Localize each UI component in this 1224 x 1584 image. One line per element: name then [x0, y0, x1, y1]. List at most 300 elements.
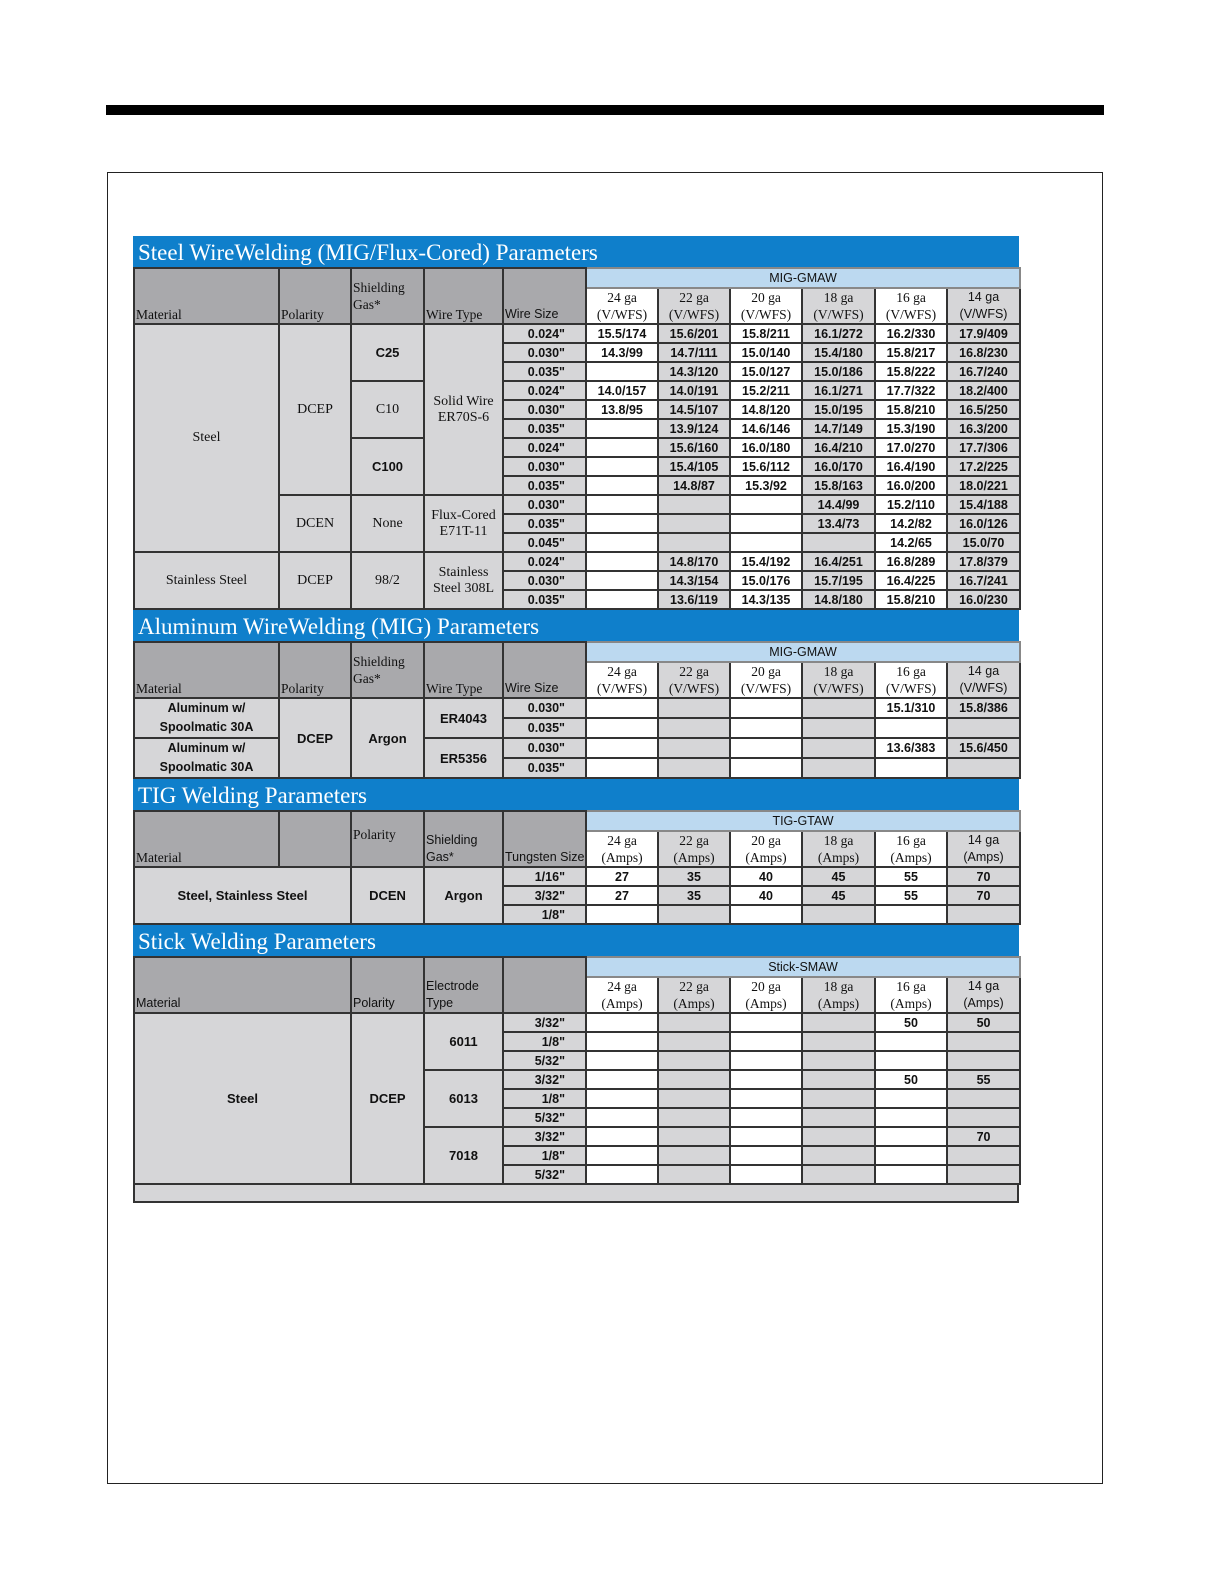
value-cell — [730, 698, 802, 718]
size-cell: 3/32" — [503, 886, 586, 905]
gauge-unit: (V/WFS) — [740, 307, 792, 322]
value-cell: 16.8/230 — [947, 343, 1020, 362]
size-cell: 3/32" — [503, 1013, 586, 1032]
gauge-header-18ga — [802, 831, 875, 867]
size-cell: 1/8" — [503, 1032, 586, 1051]
value-cell: 14.3/99 — [586, 343, 658, 362]
value-cell — [730, 1013, 802, 1032]
value-cell: 15.0/70 — [947, 533, 1020, 552]
value-cell: 15.7/195 — [802, 571, 875, 590]
value-cell: 17.7/322 — [875, 381, 947, 400]
value-cell — [586, 1146, 658, 1165]
value-cell: 16.8/289 — [875, 552, 947, 571]
gauge-label: 14 ga — [967, 664, 1000, 678]
value-cell: 16.1/271 — [802, 381, 875, 400]
gauge-unit: (V/WFS) — [813, 307, 864, 322]
size-cell: 0.024" — [503, 552, 586, 571]
value-cell: 70 — [947, 1127, 1020, 1146]
value-cell — [658, 1127, 730, 1146]
value-cell: 16.7/241 — [947, 571, 1020, 590]
value-cell: 14.2/65 — [875, 533, 947, 552]
value-cell — [658, 758, 730, 778]
value-cell: 17.9/409 — [947, 324, 1020, 343]
group-cell-gas-982: 98/2 — [351, 552, 424, 609]
gauge-label: 22 ga — [679, 979, 709, 994]
group-cell-material: Steel — [134, 1013, 351, 1184]
group-cell-wire-stainless: Stainless Steel 308L — [424, 552, 503, 609]
value-cell: 16.4/190 — [875, 457, 947, 476]
value-cell: 17.8/379 — [947, 552, 1020, 571]
table-row — [134, 1013, 1020, 1032]
value-cell — [730, 1070, 802, 1089]
value-cell: 55 — [875, 867, 947, 886]
group-cell-gas-c100: C100 — [351, 438, 424, 495]
gauge-unit: (Amps) — [673, 850, 715, 865]
group-cell-polarity: DCEP — [351, 1013, 424, 1184]
gauge-unit: (Amps) — [963, 850, 1004, 864]
value-cell — [658, 1165, 730, 1184]
value-cell — [730, 718, 802, 738]
col-header-shielding-gas: Shielding Gas* — [351, 268, 424, 324]
col-header-wire-type: Wire Type — [424, 642, 503, 698]
value-cell: 14.0/157 — [586, 381, 658, 400]
value-cell: 50 — [947, 1013, 1020, 1032]
gauge-header-14ga — [947, 662, 1020, 698]
group-cell-polarity-dcep: DCEP — [279, 324, 351, 495]
value-cell: 45 — [802, 867, 875, 886]
value-cell — [586, 1165, 658, 1184]
value-cell: 14.8/170 — [658, 552, 730, 571]
value-cell: 16.0/126 — [947, 514, 1020, 533]
value-cell: 15.1/310 — [875, 698, 947, 718]
value-cell — [730, 1127, 802, 1146]
value-cell — [658, 533, 730, 552]
value-cell: 15.5/174 — [586, 324, 658, 343]
value-cell — [586, 476, 658, 495]
value-cell: 15.4/180 — [802, 343, 875, 362]
value-cell — [947, 1146, 1020, 1165]
col-header-empty — [279, 811, 351, 867]
value-cell — [658, 1108, 730, 1127]
col-header-tungsten-size: Tungsten Size — [503, 811, 586, 867]
value-cell: 14.2/82 — [875, 514, 947, 533]
value-cell — [730, 758, 802, 778]
value-cell: 50 — [875, 1070, 947, 1089]
group-cell-material: Steel, Stainless Steel — [134, 867, 351, 924]
table-row — [134, 698, 1020, 718]
value-cell: 15.6/450 — [947, 738, 1020, 758]
value-cell: 14.7/149 — [802, 419, 875, 438]
value-cell: 15.2/211 — [730, 381, 802, 400]
value-cell — [658, 514, 730, 533]
value-cell: 14.8/180 — [802, 590, 875, 609]
gauge-label: 22 ga — [679, 290, 709, 305]
col-header-wire-size: Wire Size — [503, 642, 586, 698]
value-cell: 27 — [586, 867, 658, 886]
value-cell — [730, 905, 802, 924]
table-row — [134, 552, 1020, 571]
group-cell-wire-5356: ER5356 — [424, 738, 503, 778]
value-cell: 14.6/146 — [730, 419, 802, 438]
tig-section-title: TIG Welding Parameters — [133, 779, 1019, 810]
gauge-label: 24 ga — [607, 979, 637, 994]
gauge-header-16ga — [875, 977, 947, 1013]
value-cell: 16.4/210 — [802, 438, 875, 457]
value-cell — [802, 698, 875, 718]
value-cell — [802, 1089, 875, 1108]
size-cell: 5/32" — [503, 1051, 586, 1070]
value-cell: 14.8/87 — [658, 476, 730, 495]
value-cell — [947, 758, 1020, 778]
gauge-header-22ga — [658, 977, 730, 1013]
value-cell — [802, 718, 875, 738]
value-cell — [586, 1108, 658, 1127]
gauge-header-24ga — [586, 288, 658, 324]
group-cell-wire-solid: Solid Wire ER70S-6 — [424, 324, 503, 495]
gauge-label: 18 ga — [823, 979, 854, 994]
gauge-header-24ga — [586, 831, 658, 867]
value-cell — [586, 1127, 658, 1146]
size-cell: 0.035" — [503, 718, 586, 738]
value-cell — [658, 905, 730, 924]
value-cell: 70 — [947, 886, 1020, 905]
size-cell: 0.030" — [503, 495, 586, 514]
gauge-unit: (Amps) — [601, 996, 643, 1011]
col-header-polarity: Polarity — [351, 957, 424, 1013]
size-cell: 0.030" — [503, 738, 586, 758]
group-cell-material-stainless: Stainless Steel — [134, 552, 279, 609]
value-cell: 15.8/222 — [875, 362, 947, 381]
value-cell: 27 — [586, 886, 658, 905]
aluminum-data-rows — [134, 698, 1020, 778]
gauge-unit: (Amps) — [817, 850, 860, 865]
gauge-header-18ga — [802, 977, 875, 1013]
value-cell: 16.4/225 — [875, 571, 947, 590]
gauge-label: 18 ga — [823, 664, 854, 679]
gauge-unit: (V/WFS) — [885, 307, 937, 322]
gauge-header-18ga — [802, 662, 875, 698]
value-cell: 16.2/330 — [875, 324, 947, 343]
value-cell — [586, 457, 658, 476]
value-cell — [875, 905, 947, 924]
value-cell — [875, 1032, 947, 1051]
value-cell: 14.7/111 — [658, 343, 730, 362]
value-cell — [802, 905, 875, 924]
value-cell: 13.6/119 — [658, 590, 730, 609]
value-cell — [586, 698, 658, 718]
group-header-mig-gmaw: MIG-GMAW — [586, 268, 1020, 288]
value-cell — [658, 1070, 730, 1089]
value-cell: 15.2/110 — [875, 495, 947, 514]
value-cell — [586, 718, 658, 738]
group-cell-material: Aluminum w/ Spoolmatic 30A — [134, 738, 279, 778]
gauge-label: 24 ga — [607, 833, 637, 848]
group-cell-polarity-dcep: DCEP — [279, 552, 351, 609]
value-cell — [586, 362, 658, 381]
size-cell: 0.045" — [503, 533, 586, 552]
value-cell — [875, 1165, 947, 1184]
size-cell: 1/16" — [503, 867, 586, 886]
gauge-label: 14 ga — [967, 290, 1000, 304]
value-cell — [802, 738, 875, 758]
gauge-unit: (V/WFS) — [596, 307, 648, 322]
value-cell — [586, 1013, 658, 1032]
value-cell — [658, 1146, 730, 1165]
value-cell — [875, 1146, 947, 1165]
col-header-material: Material — [134, 642, 279, 698]
col-header-wire-type: Wire Type — [424, 268, 503, 324]
value-cell — [875, 1127, 947, 1146]
gauge-label: 14 ga — [967, 979, 1000, 993]
gauge-label: 20 ga — [751, 664, 781, 679]
size-cell: 0.024" — [503, 324, 586, 343]
group-cell-gas-c10: C10 — [351, 381, 424, 438]
value-cell — [947, 1108, 1020, 1127]
gauge-unit: (V/WFS) — [885, 681, 937, 696]
value-cell — [802, 1108, 875, 1127]
value-cell — [730, 495, 802, 514]
value-cell: 15.4/188 — [947, 495, 1020, 514]
value-cell: 17.0/270 — [875, 438, 947, 457]
group-cell-electrode-6011: 6011 — [424, 1013, 503, 1070]
value-cell: 40 — [730, 867, 802, 886]
group-cell-polarity: DCEP — [279, 698, 351, 778]
gauge-unit: (V/WFS) — [596, 681, 648, 696]
value-cell — [658, 1089, 730, 1108]
size-cell: 0.030" — [503, 343, 586, 362]
group-header-tig-gtaw: TIG-GTAW — [586, 811, 1020, 831]
value-cell — [802, 1070, 875, 1089]
value-cell — [586, 758, 658, 778]
col-header-material: Material — [134, 957, 351, 1013]
value-cell — [802, 1127, 875, 1146]
value-cell — [658, 718, 730, 738]
gauge-header-14ga — [947, 977, 1020, 1013]
col-header-electrode-type: Electrode Type — [424, 957, 503, 1013]
col-header-material: Material — [134, 268, 279, 324]
gauge-unit: (Amps) — [673, 996, 715, 1011]
value-cell — [730, 514, 802, 533]
col-header-material: Material — [134, 811, 279, 867]
value-cell: 15.6/201 — [658, 324, 730, 343]
value-cell: 70 — [947, 867, 1020, 886]
gauge-header-14ga — [947, 831, 1020, 867]
gauge-unit: (V/WFS) — [959, 681, 1008, 695]
gauge-header-16ga — [875, 831, 947, 867]
value-cell — [875, 1051, 947, 1070]
gauge-unit: (Amps) — [817, 996, 860, 1011]
value-cell — [658, 1032, 730, 1051]
group-header-mig-gmaw: MIG-GMAW — [586, 642, 1020, 662]
gauge-header-22ga — [658, 288, 730, 324]
gauge-unit: (Amps) — [890, 996, 932, 1011]
gauge-label: 16 ga — [896, 290, 926, 305]
value-cell — [586, 571, 658, 590]
group-cell-wire-flux: Flux-Cored E71T-11 — [424, 495, 503, 552]
size-cell: 0.035" — [503, 362, 586, 381]
size-cell: 5/32" — [503, 1108, 586, 1127]
size-cell: 3/32" — [503, 1127, 586, 1146]
value-cell — [875, 1108, 947, 1127]
value-cell: 16.0/180 — [730, 438, 802, 457]
size-cell: 0.035" — [503, 758, 586, 778]
col-header-polarity: Polarity — [279, 268, 351, 324]
size-cell: 5/32" — [503, 1165, 586, 1184]
value-cell: 16.7/240 — [947, 362, 1020, 381]
gauge-label: 14 ga — [967, 833, 1000, 847]
value-cell — [730, 738, 802, 758]
value-cell: 16.4/251 — [802, 552, 875, 571]
gauge-unit: (Amps) — [963, 996, 1004, 1010]
value-cell — [730, 1146, 802, 1165]
gauge-label: 16 ga — [896, 833, 926, 848]
gauge-label: 20 ga — [751, 833, 781, 848]
value-cell — [586, 533, 658, 552]
value-cell — [586, 438, 658, 457]
tig-data-rows — [134, 867, 1020, 924]
value-cell — [730, 1108, 802, 1127]
group-cell-wire-4043: ER4043 — [424, 698, 503, 738]
value-cell: 15.3/190 — [875, 419, 947, 438]
size-cell: 0.030" — [503, 400, 586, 419]
value-cell — [947, 1165, 1020, 1184]
tig-parameters-table — [133, 810, 1021, 925]
welding-parameters-chart — [133, 236, 1019, 1203]
value-cell: 45 — [802, 886, 875, 905]
gauge-header-22ga — [658, 662, 730, 698]
gauge-label: 22 ga — [679, 833, 709, 848]
value-cell: 17.2/225 — [947, 457, 1020, 476]
group-cell-gas: Argon — [424, 867, 503, 924]
value-cell: 15.8/217 — [875, 343, 947, 362]
group-cell-material-steel: Steel — [134, 324, 279, 552]
gauge-label: 18 ga — [823, 290, 854, 305]
gauge-unit: (V/WFS) — [740, 681, 792, 696]
gauge-unit: (Amps) — [601, 850, 643, 865]
value-cell — [586, 495, 658, 514]
gauge-label: 20 ga — [751, 290, 781, 305]
group-cell-polarity: DCEN — [351, 867, 424, 924]
col-header-shielding-gas: Shielding Gas* — [424, 811, 503, 867]
value-cell: 15.0/186 — [802, 362, 875, 381]
value-cell: 14.3/120 — [658, 362, 730, 381]
size-cell: 1/8" — [503, 905, 586, 924]
value-cell: 14.5/107 — [658, 400, 730, 419]
value-cell: 15.8/210 — [875, 590, 947, 609]
size-cell: 0.030" — [503, 698, 586, 718]
gauge-label: 24 ga — [607, 664, 637, 679]
group-cell-gas: Argon — [351, 698, 424, 778]
size-cell: 0.030" — [503, 457, 586, 476]
size-cell: 3/32" — [503, 1070, 586, 1089]
value-cell: 15.8/386 — [947, 698, 1020, 718]
table-row — [134, 324, 1020, 343]
value-cell — [802, 1051, 875, 1070]
table-row — [134, 738, 1020, 758]
value-cell: 15.0/140 — [730, 343, 802, 362]
value-cell: 15.3/92 — [730, 476, 802, 495]
value-cell: 15.8/211 — [730, 324, 802, 343]
value-cell — [586, 552, 658, 571]
value-cell: 15.6/112 — [730, 457, 802, 476]
value-cell: 40 — [730, 886, 802, 905]
value-cell: 16.3/200 — [947, 419, 1020, 438]
table-row — [134, 867, 1020, 886]
gauge-header-20ga — [730, 662, 802, 698]
gauge-header-16ga — [875, 288, 947, 324]
value-cell — [730, 1089, 802, 1108]
value-cell — [947, 1032, 1020, 1051]
value-cell: 50 — [875, 1013, 947, 1032]
group-cell-gas-none: None — [351, 495, 424, 552]
value-cell: 15.8/163 — [802, 476, 875, 495]
value-cell: 35 — [658, 867, 730, 886]
value-cell — [947, 1089, 1020, 1108]
value-cell: 14.0/191 — [658, 381, 730, 400]
stick-section-title: Stick Welding Parameters — [133, 925, 1019, 956]
value-cell: 15.4/192 — [730, 552, 802, 571]
aluminum-parameters-table — [133, 641, 1021, 779]
value-cell — [947, 905, 1020, 924]
group-cell-electrode-7018: 7018 — [424, 1127, 503, 1184]
value-cell: 13.9/124 — [658, 419, 730, 438]
value-cell — [658, 698, 730, 718]
gauge-unit: (Amps) — [745, 996, 787, 1011]
gauge-header-16ga — [875, 662, 947, 698]
value-cell: 15.0/176 — [730, 571, 802, 590]
gauge-header-20ga — [730, 288, 802, 324]
value-cell — [658, 1051, 730, 1070]
value-cell: 16.5/250 — [947, 400, 1020, 419]
value-cell — [947, 1051, 1020, 1070]
group-header-stick-smaw: Stick-SMAW — [586, 957, 1020, 977]
size-cell: 0.024" — [503, 381, 586, 400]
gauge-unit: (Amps) — [745, 850, 787, 865]
value-cell — [802, 1032, 875, 1051]
value-cell — [875, 758, 947, 778]
value-cell — [586, 514, 658, 533]
gauge-unit: (V/WFS) — [959, 307, 1008, 321]
group-cell-gas-c25: C25 — [351, 324, 424, 381]
value-cell — [730, 1051, 802, 1070]
gauge-label: 16 ga — [896, 979, 926, 994]
col-header-polarity: Polarity — [279, 642, 351, 698]
value-cell: 16.0/230 — [947, 590, 1020, 609]
steel-parameters-table — [133, 267, 1021, 610]
table-footer-bar — [133, 1185, 1019, 1203]
size-cell: 0.035" — [503, 514, 586, 533]
gauge-header-24ga — [586, 977, 658, 1013]
steel-section-title: Steel WireWelding (MIG/Flux-Cored) Parameters — [133, 236, 1019, 267]
value-cell — [802, 1013, 875, 1032]
value-cell: 16.0/200 — [875, 476, 947, 495]
gauge-label: 20 ga — [751, 979, 781, 994]
value-cell — [730, 1032, 802, 1051]
value-cell: 18.2/400 — [947, 381, 1020, 400]
value-cell — [802, 758, 875, 778]
col-header-wire-size: Wire Size — [503, 268, 586, 324]
value-cell — [658, 738, 730, 758]
page-header-rule — [106, 105, 1104, 115]
col-header-empty — [503, 957, 586, 1013]
group-cell-polarity-dcen: DCEN — [279, 495, 351, 552]
value-cell: 15.0/195 — [802, 400, 875, 419]
value-cell — [802, 533, 875, 552]
col-header-shielding-gas: Shielding Gas* — [351, 642, 424, 698]
gauge-header-20ga — [730, 831, 802, 867]
value-cell: 14.3/154 — [658, 571, 730, 590]
value-cell: 15.4/105 — [658, 457, 730, 476]
